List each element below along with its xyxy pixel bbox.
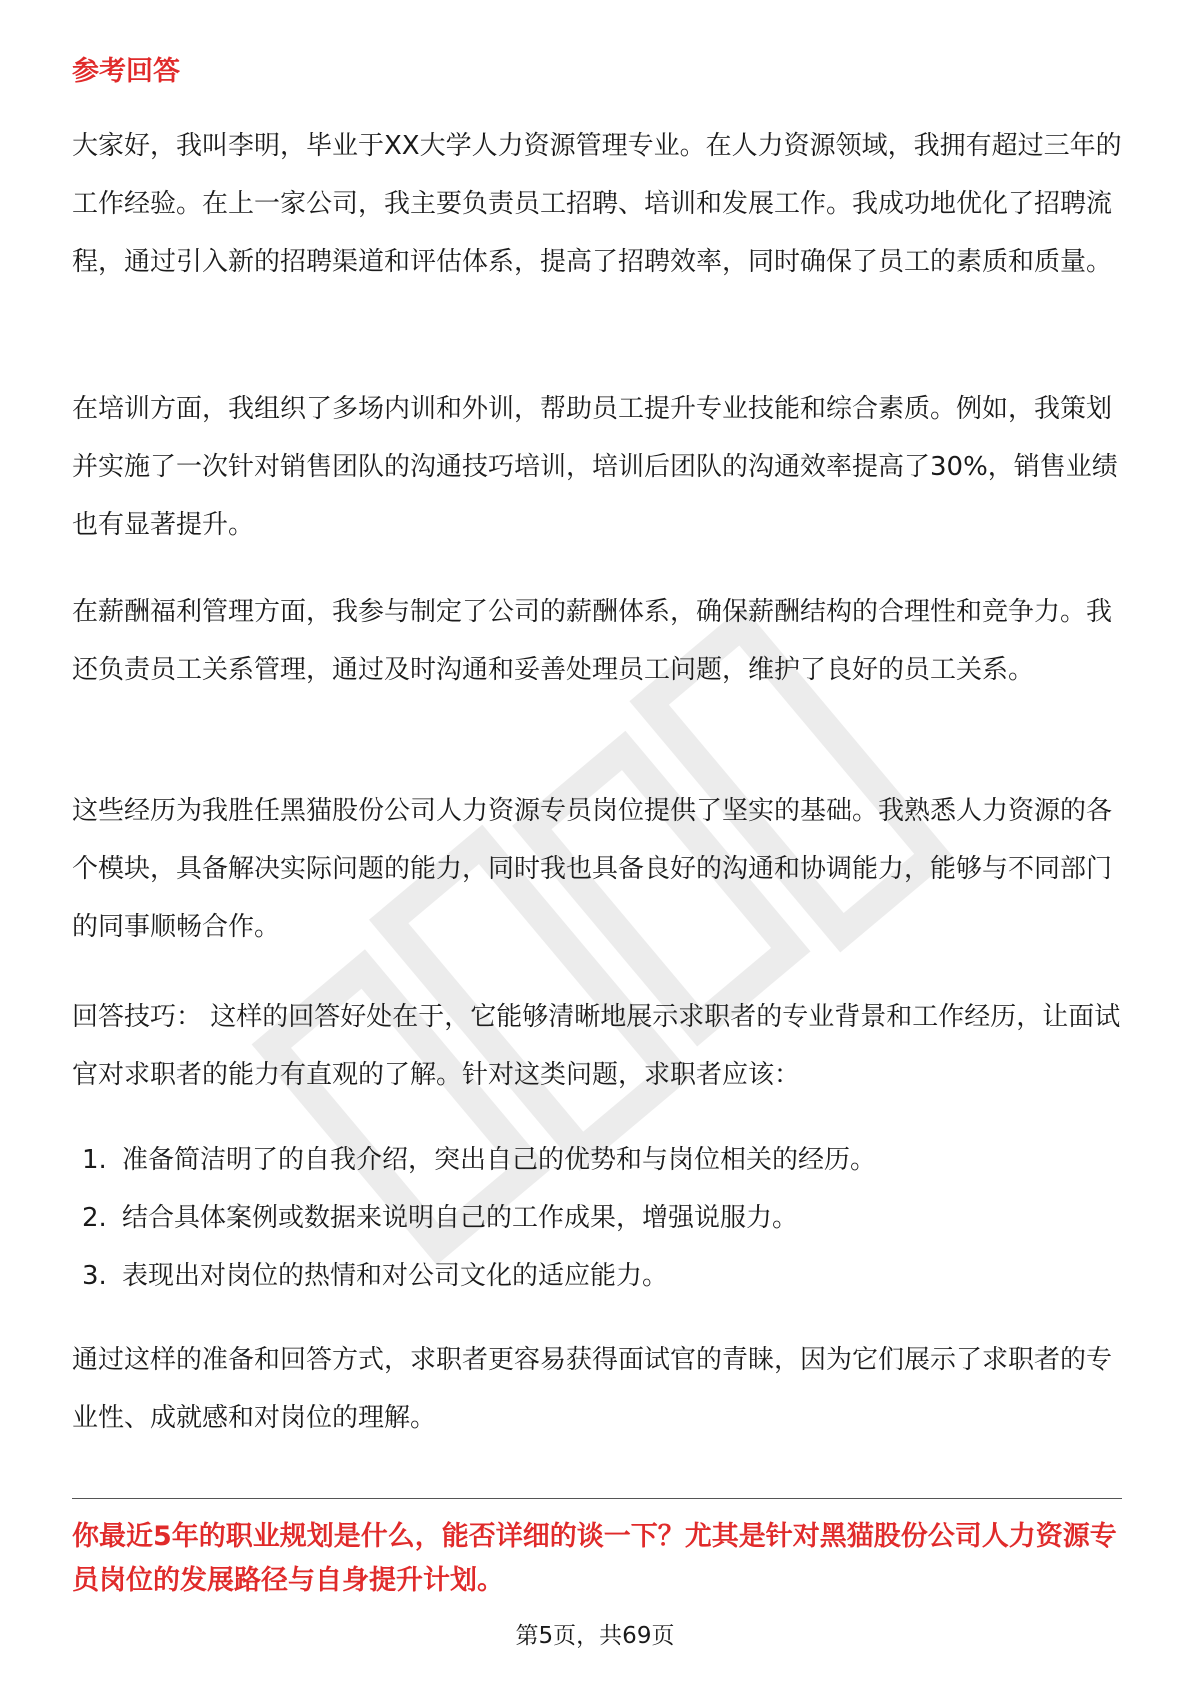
list-item-number: 2. [82, 1203, 107, 1233]
list-item-text: 表现出对岗位的热情和对公司文化的适应能力。 [122, 1261, 669, 1291]
list-item-number: 1. [82, 1145, 107, 1175]
list-item-number: 3. [82, 1261, 107, 1291]
divider [72, 1498, 1122, 1499]
section-heading: 参考回答 [72, 56, 180, 87]
tips-list [82, 1131, 1122, 1305]
list-item [82, 1131, 1122, 1189]
list-item [82, 1247, 1122, 1305]
list-item-text: 准备简洁明了的自我介绍，突出自己的优势和与岗位相关的经历。 [122, 1145, 877, 1175]
paragraph-closing: 通过这样的准备和回答方式，求职者更容易获得面试官的青睐，因为它们展示了求职者的专业性、成就感和对岗位的理解。 [72, 1345, 1113, 1433]
list-item [82, 1189, 1122, 1247]
list-item-text: 结合具体案例或数据来说明自己的工作成果，增强说服力。 [122, 1203, 799, 1233]
page-number-footer: 第5页，共69页 [515, 1623, 675, 1649]
paragraph-tips-intro: 回答技巧： 这样的回答好处在于，它能够清晰地展示求职者的专业背景和工作经历，让面试官对求职者的能力有直观的了解。针对这类问题，求职者应该： [72, 1002, 1121, 1090]
next-question-heading: 你最近5年的职业规划是什么，能否详细的谈一下？尤其是针对黑猫股份公司人力资源专员岗位的发展路径与自身提升计划。 [72, 1521, 1117, 1596]
paragraph-compensation: 在薪酬福利管理方面，我参与制定了公司的薪酬体系，确保薪酬结构的合理性和竞争力。我还负责员工关系管理，通过及时沟通和妥善处理员工问题，维护了良好的员工关系。 [72, 597, 1113, 685]
paragraph-training: 在培训方面，我组织了多场内训和外训，帮助员工提升专业技能和综合素质。例如，我策划并实施了一次针对销售团队的沟通技巧培训，培训后团队的沟通效率提高了30%，销售业绩也有显著提升。 [72, 394, 1118, 540]
paragraph-summary: 这些经历为我胜任黑猫股份公司人力资源专员岗位提供了坚实的基础。我熟悉人力资源的各个模块，具备解决实际问题的能力，同时我也具备良好的沟通和协调能力，能够与不同部门的同事顺畅合作。 [72, 796, 1113, 942]
paragraph-intro: 大家好，我叫李明，毕业于XX大学人力资源管理专业。在人力资源领域，我拥有超过三年的工作经验。在上一家公司，我主要负责员工招聘、培训和发展工作。我成功地优化了招聘流程，通过引入新的招聘渠道和评估体系，提高了招聘效率，同时确保了员工的素质和质量。 [72, 131, 1122, 277]
